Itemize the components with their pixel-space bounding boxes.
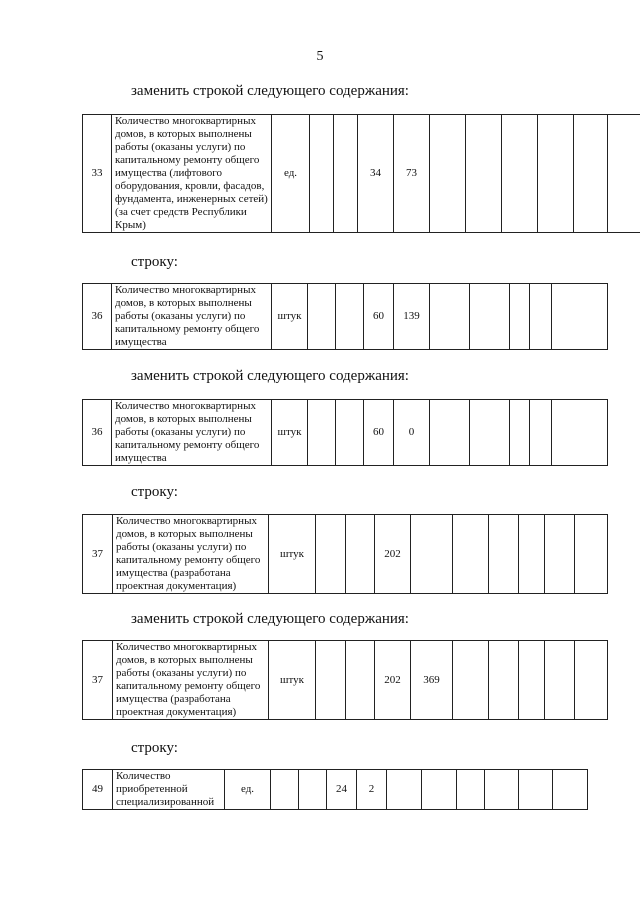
table-row: [83, 515, 608, 594]
row-unit: ед.: [272, 115, 310, 233]
value-cell: [519, 515, 545, 594]
value-cell: [334, 115, 358, 233]
value-cell: [485, 770, 519, 810]
row-description: Количество многоквартирных домов, в которых выполнены работы (оказаны услуги) по капитальному ремонту общего имущества: [112, 284, 272, 350]
value-cell: 60: [364, 284, 394, 350]
value-cell: 73: [394, 115, 430, 233]
row-number: 36: [83, 284, 112, 350]
value-cell: 0: [394, 400, 430, 466]
row-number: 37: [83, 515, 113, 594]
row-description: Количество многоквартирных домов, в которых выполнены работы (оказаны услуги) по капитальному ремонту общего имущества (лифтового оборудования, кровли, фасадов, фундамента, инженерных сетей) (за счет средств Республики Крым): [112, 115, 272, 233]
row-table: [82, 769, 588, 810]
row-table: [82, 114, 640, 233]
row-unit: штук: [272, 400, 308, 466]
row-number: 37: [83, 641, 113, 720]
value-cell: [308, 284, 336, 350]
value-cell: [519, 770, 553, 810]
row-unit: штук: [272, 284, 308, 350]
row-description: Количество многоквартирных домов, в которых выполнены работы (оказаны услуги) по капитальному ремонту общего имущества (разработана проектная документация): [113, 515, 269, 594]
value-cell: [519, 641, 545, 720]
block-heading: заменить строкой следующего содержания:: [131, 368, 409, 384]
value-cell: 202: [375, 515, 411, 594]
value-cell: [308, 400, 336, 466]
value-cell: [470, 284, 510, 350]
value-cell: 34: [358, 115, 394, 233]
value-cell: [574, 115, 608, 233]
value-cell: 2: [357, 770, 387, 810]
value-cell: [502, 115, 538, 233]
value-cell: 369: [411, 641, 453, 720]
value-cell: [430, 284, 470, 350]
row-description: Количество многоквартирных домов, в которых выполнены работы (оказаны услуги) по капитальному ремонту общего имущества (разработана проектная документация): [113, 641, 269, 720]
table-row: [83, 641, 608, 720]
value-cell: 202: [375, 641, 411, 720]
value-cell: 24: [327, 770, 357, 810]
row-table: [82, 399, 608, 466]
value-cell: [316, 641, 346, 720]
value-cell: 60: [364, 400, 394, 466]
row-unit: штук: [269, 641, 316, 720]
table-row: [83, 284, 608, 350]
row-unit: штук: [269, 515, 316, 594]
row-number: 49: [83, 770, 113, 810]
value-cell: [552, 284, 608, 350]
value-cell: [538, 115, 574, 233]
table-row: [83, 400, 608, 466]
value-cell: [411, 515, 453, 594]
block-heading: заменить строкой следующего содержания:: [131, 611, 409, 627]
value-cell: [422, 770, 457, 810]
value-cell: 139: [394, 284, 430, 350]
value-cell: [346, 641, 375, 720]
value-cell: [453, 641, 489, 720]
row-unit: ед.: [225, 770, 271, 810]
row-description: Количество многоквартирных домов, в которых выполнены работы (оказаны услуги) по капитальному ремонту общего имущества: [112, 400, 272, 466]
value-cell: [430, 115, 466, 233]
table-row: [83, 115, 640, 233]
block-heading: строку:: [131, 254, 178, 270]
value-cell: [346, 515, 375, 594]
value-cell: [553, 770, 588, 810]
row-number: 36: [83, 400, 112, 466]
value-cell: [545, 515, 575, 594]
value-cell: [575, 515, 608, 594]
value-cell: [336, 284, 364, 350]
value-cell: [608, 115, 640, 233]
value-cell: [530, 400, 552, 466]
row-table: [82, 640, 608, 720]
value-cell: [316, 515, 346, 594]
value-cell: [299, 770, 327, 810]
value-cell: [510, 284, 530, 350]
row-number: 33: [83, 115, 112, 233]
value-cell: [545, 641, 575, 720]
value-cell: [552, 400, 608, 466]
page-number: 5: [316, 49, 324, 64]
value-cell: [271, 770, 299, 810]
value-cell: [489, 641, 519, 720]
value-cell: [457, 770, 485, 810]
block-heading: строку:: [131, 740, 178, 756]
value-cell: [453, 515, 489, 594]
row-description: Количество приобретенной специализированной: [113, 770, 225, 810]
table-row: [83, 770, 588, 810]
row-table: [82, 283, 608, 350]
value-cell: [530, 284, 552, 350]
value-cell: [310, 115, 334, 233]
value-cell: [466, 115, 502, 233]
row-table: [82, 514, 608, 594]
block-heading: заменить строкой следующего содержания:: [131, 83, 409, 99]
value-cell: [387, 770, 422, 810]
value-cell: [575, 641, 608, 720]
value-cell: [489, 515, 519, 594]
value-cell: [336, 400, 364, 466]
value-cell: [430, 400, 470, 466]
value-cell: [510, 400, 530, 466]
block-heading: строку:: [131, 484, 178, 500]
value-cell: [470, 400, 510, 466]
